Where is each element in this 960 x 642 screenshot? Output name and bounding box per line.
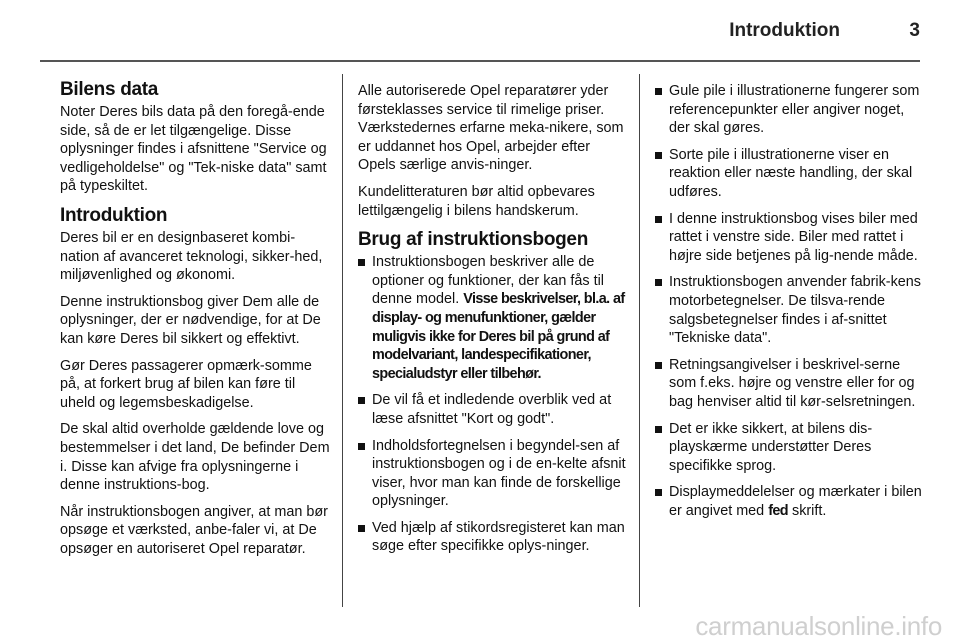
list-item: [655, 356, 923, 412]
paragraph: De skal altid overholde gældende love og bestemmelser i det land, De befinder Dem i. Disse kan afvige fra oplysningerne i denne instruktions-bog.: [60, 421, 330, 494]
page-number: 3: [909, 20, 920, 41]
list-item: [358, 437, 630, 511]
column-2: [358, 82, 630, 564]
column-3: [655, 82, 923, 528]
list-item: [655, 82, 923, 138]
list-item-text: Det er ikke sikkert, at bilens dis-playskærme understøtter Deres specifikke sprog.: [669, 420, 873, 474]
list-item-text: Indholdsfortegnelsen i begyndel-sen af instruktionsbogen og i de en-kelte afsnit viser, hvor man kan finde de forskellige oplysninger.: [372, 437, 626, 510]
paragraph: Når instruktionsbogen angiver, at man bør opsøge et værksted, anbe-faler vi, at De opsøger en autoriseret Opel reparatør.: [60, 503, 328, 557]
list-item-text: De vil få et indledende overblik ved at læse afsnittet "Kort og godt".: [372, 392, 612, 427]
list-item: [655, 273, 923, 347]
header-divider: [40, 60, 920, 62]
paragraph: Kundelitteraturen bør altid opbevares lettilgængelig i bilens handskerum.: [358, 183, 595, 219]
paragraph: Denne instruktionsbog giver Dem alle de oplysninger, der er nødvendige, for at De kan køre Deres bil sikkert og effektivt.: [60, 293, 321, 347]
watermark: carmanualsonline.info: [695, 611, 942, 641]
list-item: [358, 253, 630, 383]
list-item: [358, 519, 630, 556]
list-item: [655, 420, 923, 476]
bullet-square-icon: [358, 443, 365, 450]
bullet-square-icon: [655, 426, 662, 433]
paragraph: Alle autoriserede Opel reparatører yder førsteklasses service til rimelige priser. Værkstedernes erfarne meka-nikere, som er uddannet hos Opel, arbejder efter Opels særlige anvis-ninger.: [358, 83, 624, 174]
list-item-text: Ved hjælp af stikordsregisteret kan man søge efter specifikke oplys-ninger.: [372, 519, 625, 555]
bullet-square-icon: [655, 279, 662, 286]
list-item-text: Sorte pile i illustrationerne viser en reaktion eller næste handling, der skal udføres.: [669, 146, 913, 200]
heading-brug-af-instruktionsbogen: Brug af instruktionsbogen: [358, 229, 589, 251]
paragraph: Deres bil er en designbaseret kombi-nation af avanceret teknologi, sikker-hed, miljøvenlighed og økonomi.: [60, 229, 323, 284]
bullet-list: [655, 82, 923, 520]
bullet-square-icon: [358, 397, 365, 404]
paragraph: Noter Deres bils data på den foregå-ende side, så de er let tilgængelige. Disse oplysninger findes i afsnittene "Service og vedligeholdelse" og "Tek-niske data" samt på typeskiltet.: [60, 104, 327, 195]
list-item-text: Instruktionsbogen anvender fabrik-kens motorbetegnelser. De tilsva-rende salgsbetegnelser findes i af-snittet "Tekniske data".: [669, 274, 921, 347]
list-item-text: Instruktionsbogen beskriver alle de optioner og funktioner, der kan fås til denne model.: [372, 254, 604, 308]
list-item-text: Displaymeddelelser og mærkater i bilen er angivet med: [669, 484, 922, 519]
header-title: Introduktion: [729, 20, 840, 41]
list-item: [655, 146, 923, 202]
list-item: [358, 391, 630, 428]
heading-bilens-data: Bilens data: [60, 79, 159, 100]
bullet-square-icon: [655, 489, 662, 496]
column-divider-2: [639, 74, 640, 607]
bullet-square-icon: [358, 259, 365, 266]
heading-introduktion: Introduktion: [60, 204, 168, 226]
list-item-bold-text: Visse beskrivelser, bl.a. af display- og menufunktioner, gælder muligvis ikke for Deres bil på grund af modelvariant, landespecifikationer, specialudstyr eller tilbehør.: [372, 291, 625, 382]
bullet-list: [358, 253, 630, 556]
list-item: [655, 210, 923, 266]
list-item-text: Gule pile i illustrationerne fungerer som referencepunkter eller angiver noget, der skal gøres.: [669, 83, 920, 137]
bullet-square-icon: [655, 152, 662, 159]
column-1: [60, 78, 330, 566]
list-item-text: Retningsangivelser i beskrivel-serne som f.eks. højre og venstre eller for og bag henviser altid til kør-selsretningen.: [669, 356, 916, 410]
column-divider-1: [342, 74, 343, 607]
list-item-bold-text: fed: [768, 502, 788, 519]
bullet-square-icon: [655, 216, 662, 223]
list-item-text: I denne instruktionsbog vises biler med rattet i venstre side. Biler med rattet i højre side betjenes på lig-nende måde.: [669, 210, 918, 264]
bullet-square-icon: [655, 88, 662, 95]
bullet-square-icon: [358, 525, 365, 532]
list-item: [655, 483, 923, 520]
paragraph: Gør Deres passagerer opmærk-somme på, at forkert brug af bilen kan føre til uheld og legemsbeskadigelse.: [60, 357, 312, 411]
list-item-text: skrift.: [788, 502, 827, 519]
bullet-square-icon: [655, 362, 662, 369]
